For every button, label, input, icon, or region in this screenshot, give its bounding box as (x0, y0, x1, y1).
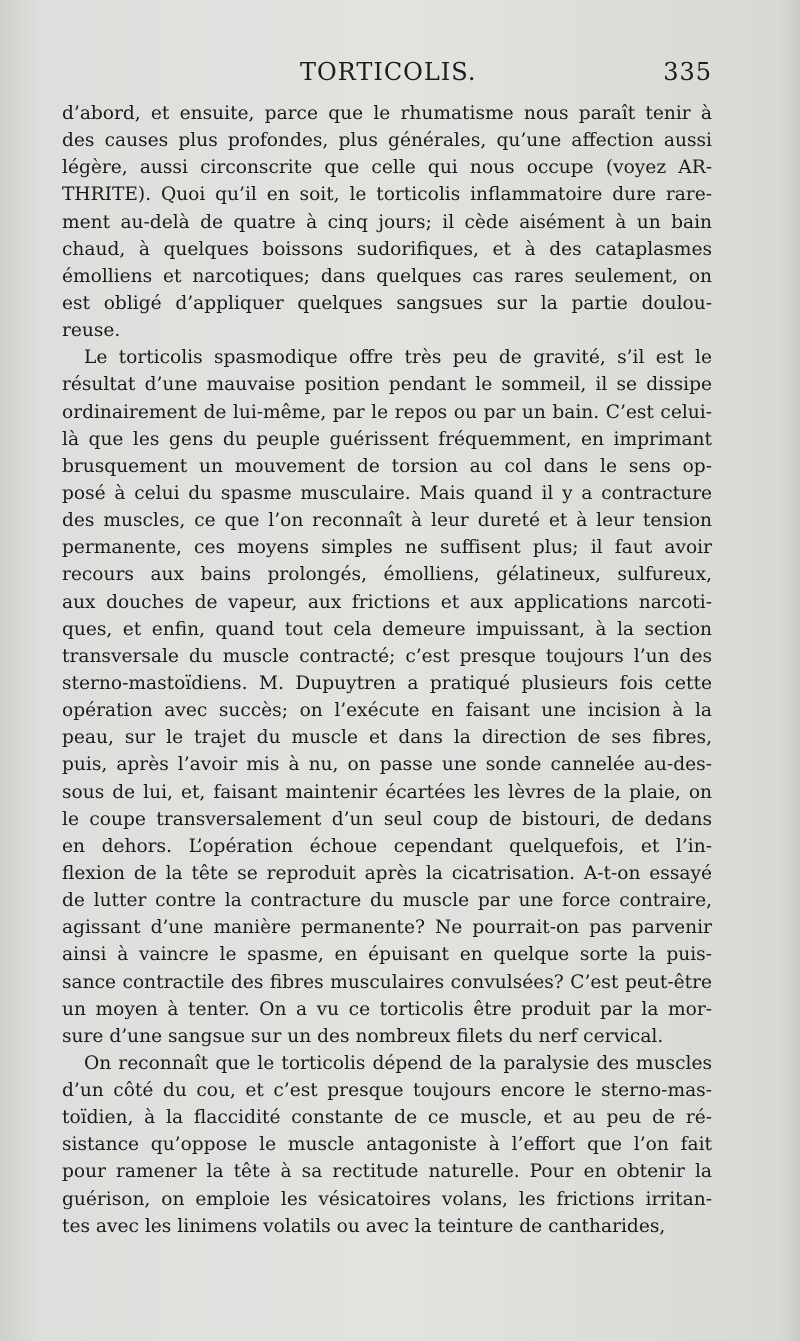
text-line: sous de lui, et, faisant maintenir écartées les lèvres de la plaie, on (62, 781, 712, 803)
text-line: un moyen à tenter. On a vu ce torticolis être produit par la mor- (62, 998, 712, 1020)
text-line: de lutter contre la contracture du muscle par une force contraire, (62, 890, 712, 912)
text-line: peau, sur le trajet du muscle et dans la direction de ses fibres, (62, 727, 712, 749)
text-line: chaud, à quelques boissons sudorifiques, et à des cataplasmes (62, 238, 712, 260)
page-number: 335 (663, 58, 712, 86)
text-line: est obligé d’appliquer quelques sangsues sur la partie doulou- (62, 292, 712, 314)
text-line: ques, et enfin, quand tout cela demeure impuissant, à la section (62, 618, 712, 640)
paragraph (62, 1050, 712, 1240)
text-line: sistance qu’oppose le muscle antagoniste à l’effort que l’on fait (62, 1134, 712, 1156)
text-line: recours aux bains prolongés, émolliens, gélatineux, sulfureux, (62, 564, 712, 586)
text-line: en dehors. L’opération échoue cependant quelquefois, et l’in- (62, 835, 712, 857)
paragraph (62, 100, 712, 344)
text-line: sterno-mastoïdiens. M. Dupuytren a pratiqué plusieurs fois cette (62, 672, 712, 694)
text-line: sance contractile des fibres musculaires convulsées? C’est peut-être (62, 971, 712, 993)
text-line: agissant d’une manière permanente? Ne pourrait-on pas parvenir (62, 917, 712, 939)
text-line: là que les gens du peuple guérissent fréquemment, en imprimant (62, 428, 712, 450)
text-line: flexion de la tête se reproduit après la cicatrisation. A-t-on essayé (62, 862, 712, 884)
text-line: aux douches de vapeur, aux frictions et aux applications narcoti- (62, 591, 712, 613)
text-line: ment au-delà de quatre à cinq jours; il cède aisément à un bain (62, 211, 712, 233)
text-line: des causes plus profondes, plus générales, qu’une affection aussi (62, 130, 712, 152)
text-line: transversale du muscle contracté; c’est presque toujours l’un des (62, 645, 712, 667)
running-title: TORTICOLIS. (300, 58, 477, 86)
text-line: tes avec les linimens volatils ou avec la teinture de cantharides, (62, 1215, 666, 1237)
text-line: d’abord, et ensuite, parce que le rhumatisme nous paraît tenir à (62, 103, 712, 124)
text-line: guérison, on emploie les vésicatoires volans, les frictions irritan- (62, 1188, 712, 1210)
text-line: toïdien, à la flaccidité constante de ce muscle, et au peu de ré- (62, 1107, 712, 1129)
text-line: émolliens et narcotiques; dans quelques cas rares seulement, on (62, 265, 712, 287)
text-line: permanente, ces moyens simples ne suffisent plus; il faut avoir (62, 537, 712, 559)
text-line: des muscles, ce que l’on reconnaît à leur dureté et à leur tension (62, 510, 712, 532)
text-line: opération avec succès; on l’exécute en faisant une incision à la (62, 700, 712, 722)
paragraph (62, 344, 712, 1050)
text-line: brusquement un mouvement de torsion au col dans le sens op- (62, 455, 712, 477)
text-line: THRITE). Quoi qu’il en soit, le torticolis inflammatoire dure rare- (62, 184, 712, 206)
text-line: légère, aussi circonscrite que celle qui nous occupe (voyez AR- (62, 157, 712, 179)
text-line: pour ramener la tête à sa rectitude naturelle. Pour en obtenir la (62, 1161, 712, 1183)
text-line: On reconnaît que le torticolis dépend de la paralysie des muscles (84, 1052, 712, 1074)
text-line: posé à celui du spasme musculaire. Mais quand il y a contracture (62, 482, 712, 504)
page-header (62, 58, 712, 92)
text-line: sure d’une sangsue sur un des nombreux filets du nerf cervical. (62, 1025, 664, 1047)
text-line: résultat d’une mauvaise position pendant le sommeil, il se dissipe (62, 374, 712, 396)
body-text (62, 100, 712, 1240)
text-line: le coupe transversalement d’un seul coup de bistouri, de dedans (62, 808, 712, 830)
text-line: d’un côté du cou, et c’est presque toujours encore le sterno-mas- (62, 1080, 712, 1102)
text-line: ordinairement de lui-même, par le repos ou par un bain. C’est celui- (62, 401, 712, 423)
text-line: ainsi à vaincre le spasme, en épuisant en quelque sorte la puis- (62, 944, 712, 966)
text-line: puis, après l’avoir mis à nu, on passe une sonde cannelée au-des- (62, 754, 712, 776)
text-line: reuse. (62, 320, 121, 342)
text-line: Le torticolis spasmodique offre très peu de gravité, s’il est le (84, 347, 712, 369)
